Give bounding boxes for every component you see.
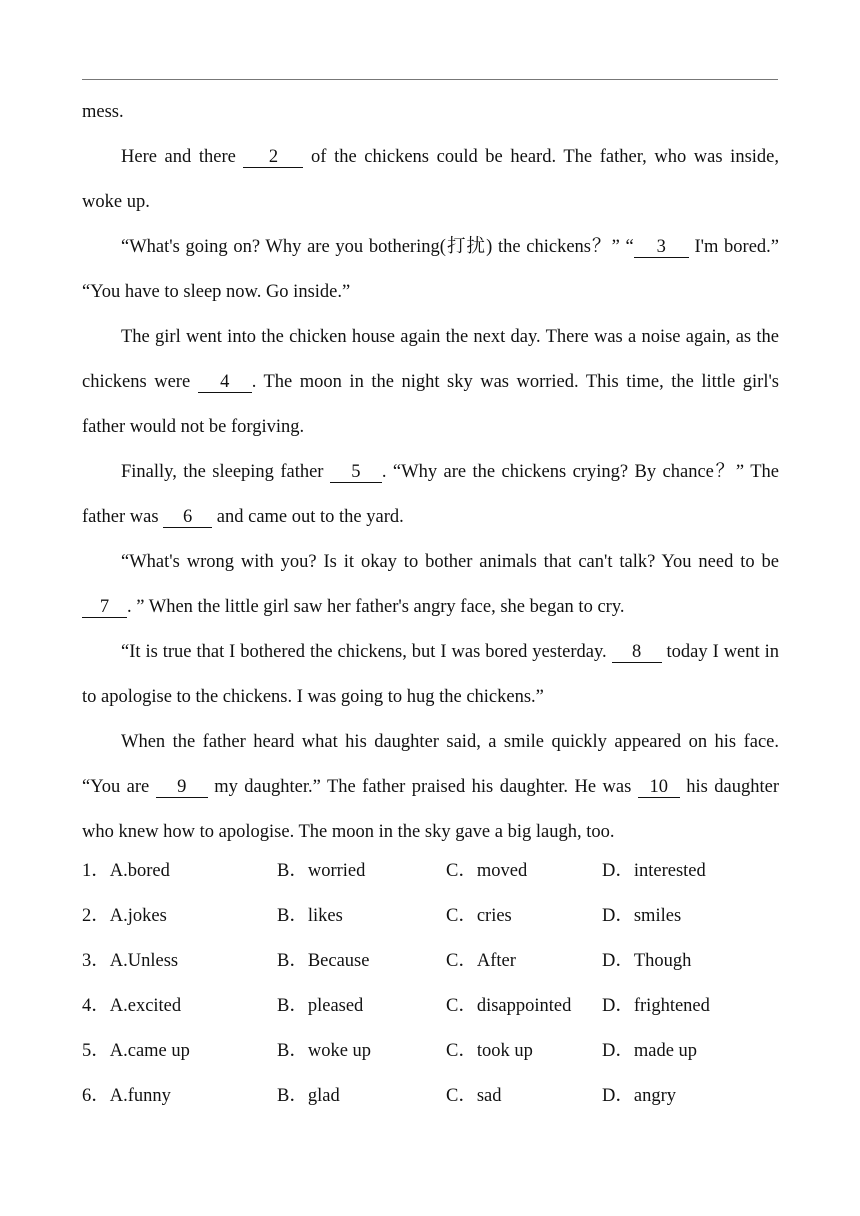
paragraph-text: of the chickens could be heard. The father, who was inside, woke up. <box>82 147 779 212</box>
paragraph-text: I'm bored.” “You have to sleep now. Go inside.” <box>82 237 780 302</box>
header-rule <box>82 79 778 80</box>
paragraph <box>82 630 779 720</box>
option-a[interactable]: 4．A.excited <box>82 996 182 1016</box>
paragraph <box>82 540 779 630</box>
paragraph-text: When the father heard what his daughter said, a smile quickly appeared on his face. “You are <box>82 732 779 797</box>
option-c[interactable]: C．took up <box>446 1041 533 1061</box>
blank-7[interactable]: 7 <box>82 597 127 618</box>
question-row <box>82 894 779 939</box>
option-b[interactable]: B．woke up <box>277 1041 372 1061</box>
paragraph <box>82 225 779 315</box>
paragraph-text: The girl went into the chicken house again the next day. There was a noise again, as the chickens were <box>82 327 779 392</box>
paragraph <box>82 315 779 450</box>
option-b[interactable]: B．worried <box>277 861 366 881</box>
paragraph-text: mess. <box>82 102 124 122</box>
paragraph-text: . The moon in the night sky was worried. This time, the little girl's father would not be forgiving. <box>82 372 780 437</box>
option-c[interactable]: C．moved <box>446 861 528 881</box>
question-row <box>82 984 779 1029</box>
paragraph-text: his daughter who knew how to apologise. The moon in the sky gave a big laugh, too. <box>82 777 779 842</box>
paragraph-text: today I went in to apologise to the chickens. I was going to hug the chickens.” <box>82 642 779 707</box>
option-b[interactable]: B．Because <box>277 951 370 971</box>
paragraph <box>82 720 779 855</box>
paragraph-text: “It is true that I bothered the chickens, but I was bored yesterday. <box>121 642 612 662</box>
option-c[interactable]: C．After <box>446 951 516 971</box>
blank-3[interactable]: 3 <box>634 237 689 258</box>
option-d[interactable]: D．interested <box>602 861 706 881</box>
paragraph <box>82 135 779 225</box>
blank-5[interactable]: 5 <box>330 462 382 483</box>
paragraph-text: “What's wrong with you? Is it okay to bother animals that can't talk? You need to be <box>121 552 779 572</box>
option-d[interactable]: D．smiles <box>602 906 682 926</box>
paragraph-text: and came out to the yard. <box>212 507 404 527</box>
question-row <box>82 849 779 894</box>
option-a[interactable]: 6．A.funny <box>82 1086 171 1106</box>
option-c[interactable]: C．sad <box>446 1086 502 1106</box>
answer-options <box>82 849 779 1119</box>
paragraph-text: Finally, the sleeping father <box>121 462 330 482</box>
paragraph <box>82 450 779 540</box>
blank-6[interactable]: 6 <box>163 507 212 528</box>
blank-9[interactable]: 9 <box>156 777 208 798</box>
option-a[interactable]: 2．A.jokes <box>82 906 167 926</box>
option-a[interactable]: 5．A.came up <box>82 1041 190 1061</box>
passage <box>82 90 779 855</box>
option-a[interactable]: 1．A.bored <box>82 861 170 881</box>
blank-4[interactable]: 4 <box>198 372 252 393</box>
paragraph-text: . ” When the little girl saw her father's angry face, she began to cry. <box>127 597 625 617</box>
question-row <box>82 1029 779 1074</box>
blank-10[interactable]: 10 <box>638 777 680 798</box>
option-c[interactable]: C．cries <box>446 906 512 926</box>
option-d[interactable]: D．frightened <box>602 996 710 1016</box>
paragraph-text: Here and there <box>121 147 244 167</box>
option-d[interactable]: D．made up <box>602 1041 698 1061</box>
option-b[interactable]: B．glad <box>277 1086 340 1106</box>
paragraph-text: my daughter.” The father praised his daughter. He was <box>207 777 638 797</box>
question-row <box>82 1074 779 1119</box>
blank-8[interactable]: 8 <box>612 642 662 663</box>
option-b[interactable]: B．pleased <box>277 996 364 1016</box>
option-d[interactable]: D．angry <box>602 1086 676 1106</box>
question-row <box>82 939 779 984</box>
blank-2[interactable]: 2 <box>243 147 303 168</box>
option-b[interactable]: B．likes <box>277 906 343 926</box>
paragraph <box>82 90 779 135</box>
paragraph-text: “What's going on? Why are you bothering(打扰) the chickens？” “ <box>121 237 634 257</box>
paragraph-text: . “Why are the chickens crying? By chance？” The father was <box>82 462 779 527</box>
option-a[interactable]: 3．A.Unless <box>82 951 179 971</box>
option-c[interactable]: C．disappointed <box>446 996 572 1016</box>
option-d[interactable]: D．Though <box>602 951 692 971</box>
